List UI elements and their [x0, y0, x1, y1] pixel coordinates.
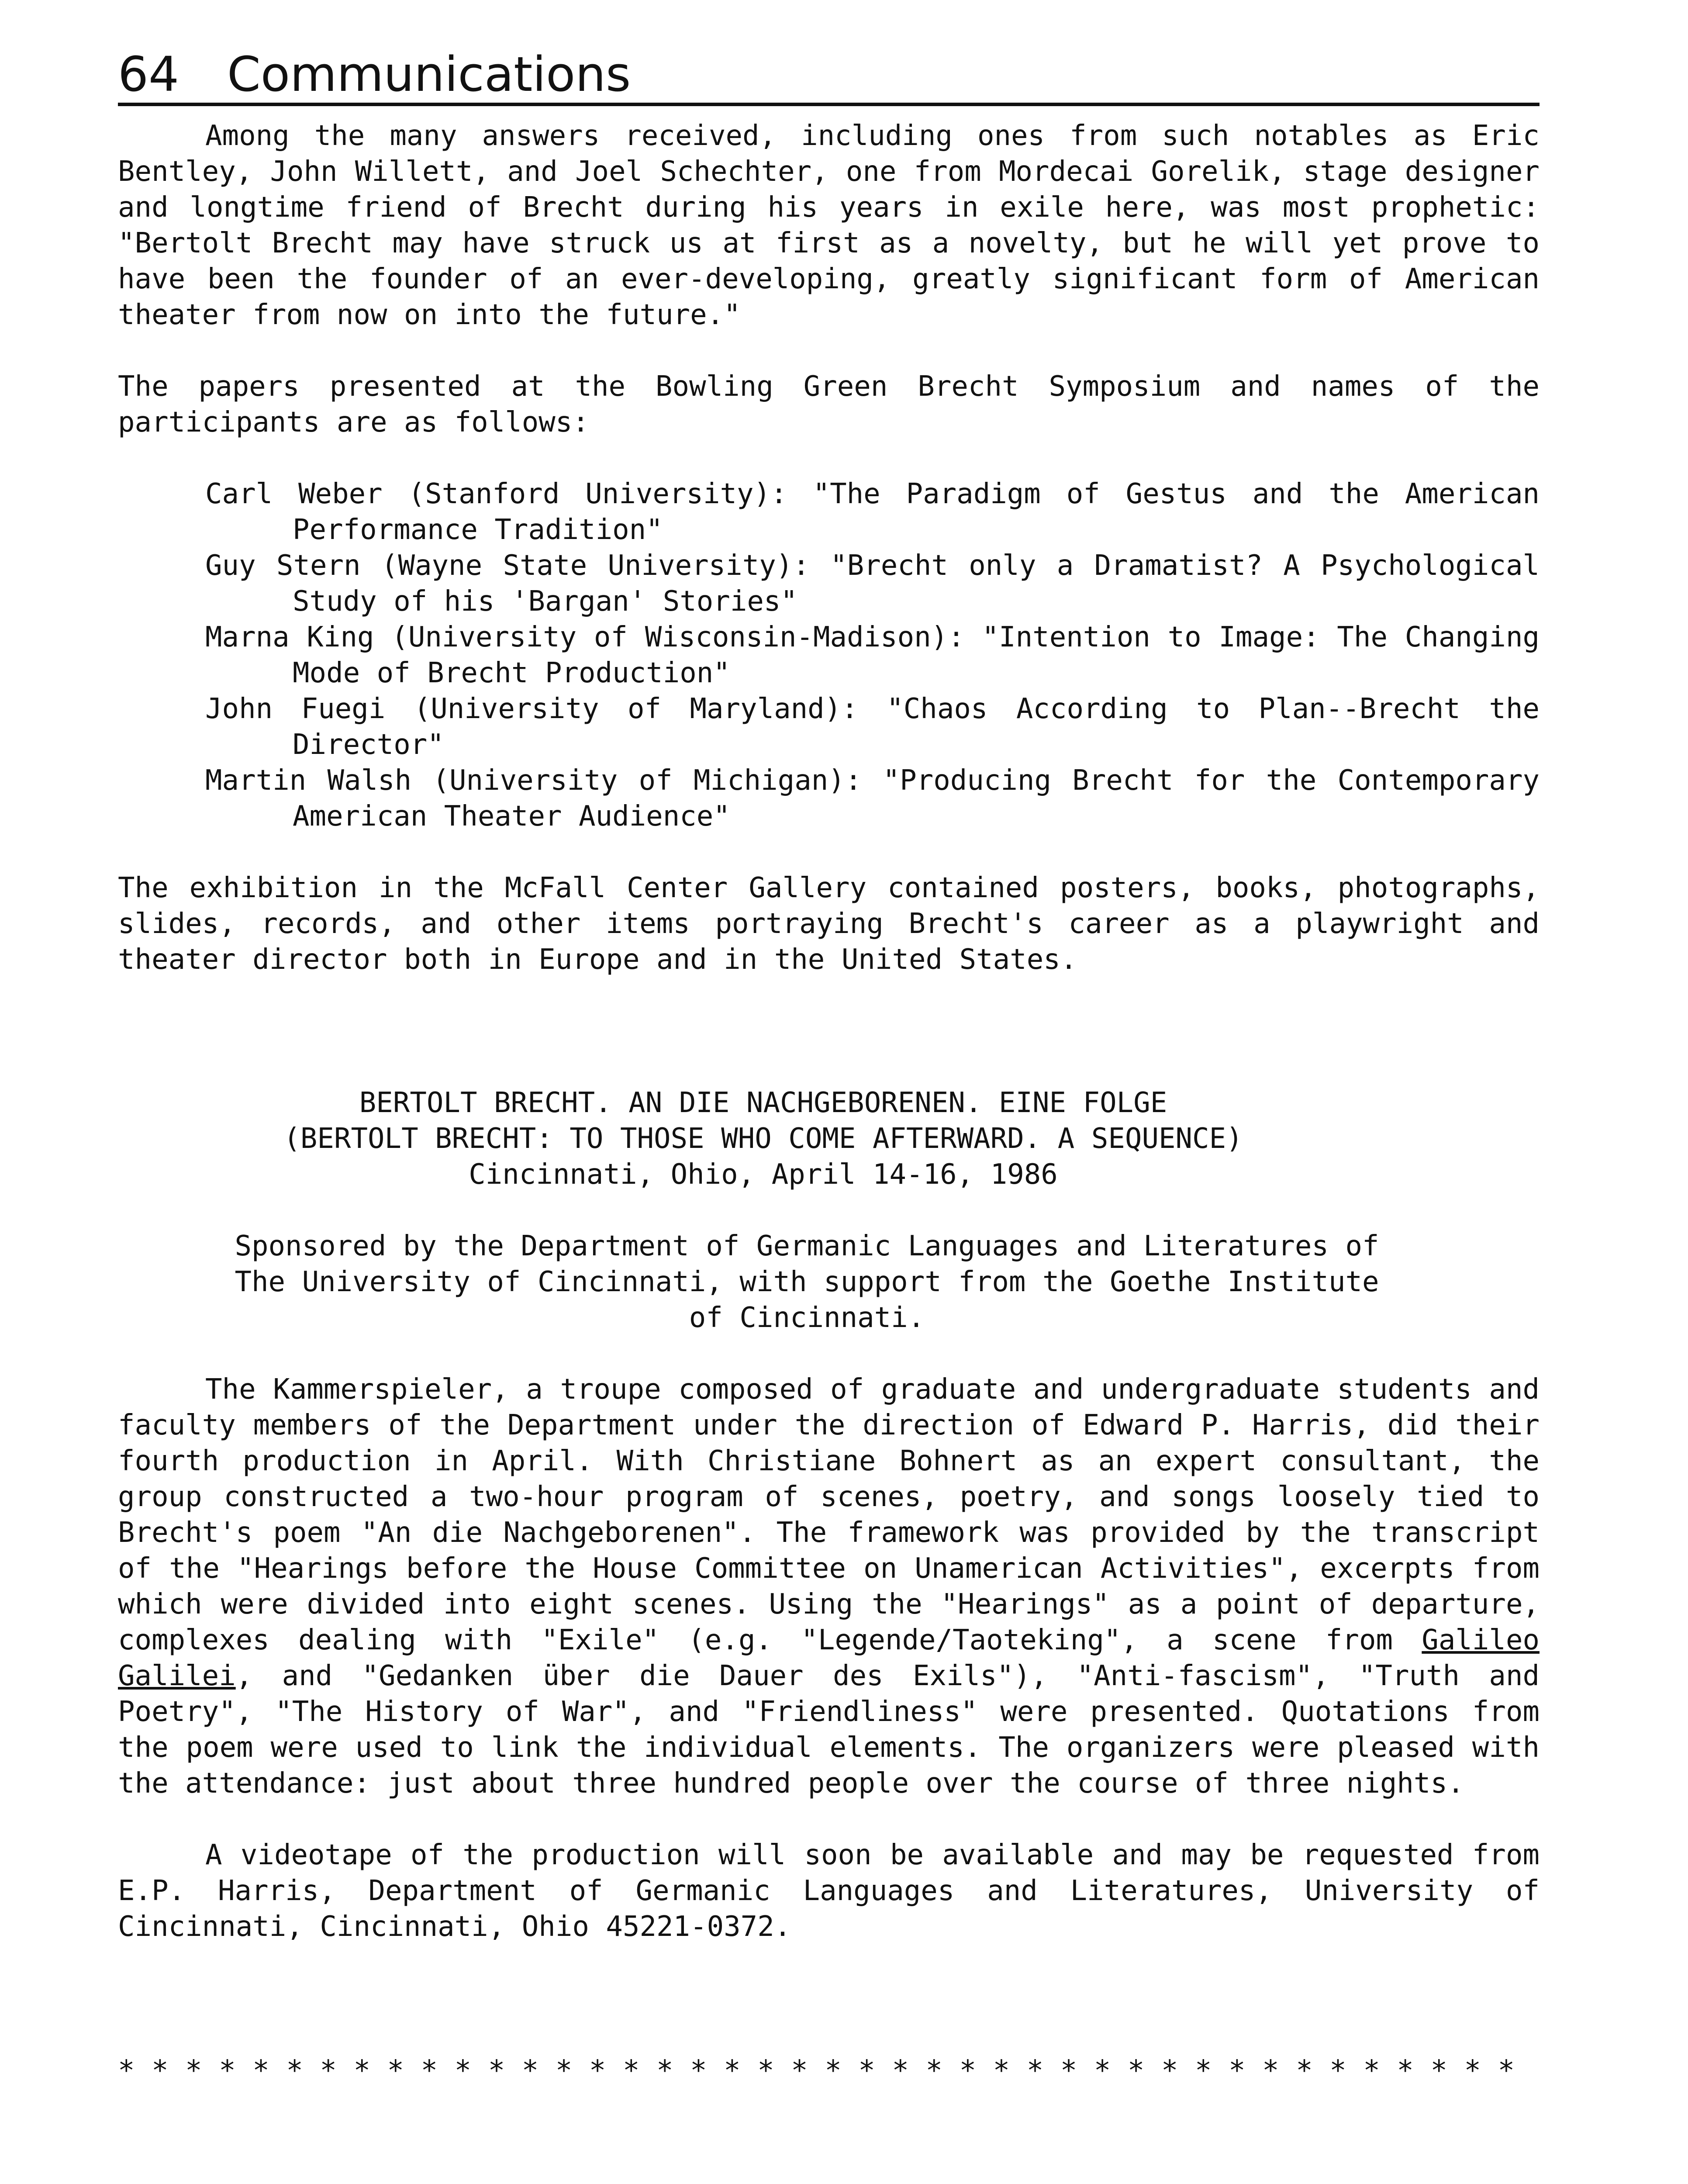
- event-title-german: BERTOLT BRECHT. AN DIE NACHGEBORENEN. EINE FOLGE: [359, 1087, 1167, 1119]
- paragraph-videotape: A videotape of the production will soon be available and may be requested from E.P. Harris, Department of Germanic Languages and Literatures, University of Cincinnati, Cincinnati, Ohio 45221-0372.: [118, 1839, 1540, 1943]
- section-title: Communications: [227, 46, 631, 102]
- paper-item-fuegi: John Fuegi (University of Maryland): "Chaos According to Plan--Brecht the Director": [205, 693, 1540, 761]
- paper-item-king: Marna King (University of Wisconsin-Madison): "Intention to Image: The Changing Mode of Brecht Production": [205, 621, 1540, 689]
- event-title-english: (BERTOLT BRECHT: TO THOSE WHO COME AFTERWARD. A SEQUENCE): [283, 1123, 1243, 1155]
- event-location-date: Cincinnati, Ohio, April 14-16, 1986: [469, 1158, 1058, 1191]
- header-rule: [118, 103, 1540, 106]
- paragraph-kammerspieler: [118, 1372, 1540, 1801]
- paper-item-stern: Guy Stern (Wayne State University): "Brecht only a Dramatist? A Psychological Study of his 'Bargan' Stories": [205, 549, 1540, 618]
- paper-item-walsh: Martin Walsh (University of Michigan): "Producing Brecht for the Contemporary American Theater Audience": [205, 764, 1540, 833]
- paragraph-exhibition: The exhibition in the McFall Center Gallery contained posters, books, photographs, slides, records, and other items portraying Brecht's career as a playwright and theater director both in Europe and in the United States.: [118, 872, 1540, 976]
- sponsor-line-3: of Cincinnati.: [689, 1302, 925, 1334]
- asterisk-separator: * * * * * * * * * * * * * * * * * * * * * * * * * * * * * * * * * * * * * * * * * *: [118, 2055, 1515, 2087]
- page-number: 64: [118, 46, 179, 102]
- body-text: [118, 118, 1540, 1945]
- event-sponsor: [118, 1228, 1540, 1336]
- paper-item-weber: Carl Weber (Stanford University): "The Paradigm of Gestus and the American Performance Tradition": [205, 478, 1540, 546]
- sponsor-line-2: The University of Cincinnati, with support from the Goethe Institute: [235, 1266, 1379, 1298]
- play-title-galileo: Galileo Galilei: [118, 1624, 1540, 1692]
- paragraph-gorelik: Among the many answers received, including ones from such notables as Eric Bentley, John Willett, and Joel Schechter, one from Mordecai Gorelik, stage designer and longtime friend of Brecht during his years in exile here, was most prophetic: "Bertolt Brecht may have struck us at first as a novelty, but he will yet prove to have been the founder of an ever-developing, greatly significant form of American theater from now on into the future.": [118, 120, 1540, 331]
- page-header: [118, 39, 1537, 109]
- kammerspieler-text-after: , and "Gedanken über die Dauer des Exils"), "Anti-fascism", "Truth and Poetry", "The History of War", and "Friendliness" were presented. Quotations from the poem were used to link the individual elements. The organizers were pleased with the attendance: just about three hundred people over the course of three nights.: [118, 1660, 1540, 1800]
- sponsor-line-1: Sponsored by the Department of Germanic Languages and Literatures of: [235, 1230, 1379, 1262]
- kammerspieler-text-before: The Kammerspieler, a troupe composed of graduate and undergraduate students and faculty members of the Department under the direction of Edward P. Harris, did their fourth production in April. With Christiane Bohnert as an expert consultant, the group constructed a two-hour program of scenes, poetry, and songs loosely tied to Brecht's poem "An die Nachgeborenen". The framework was provided by the transcript of the "Hearings before the House Committee on Unamerican Activities", excerpts from which were divided into eight scenes. Using the "Hearings" as a point of departure, complexes dealing with "Exile" (e.g. "Legende/Taoteking", a scene from: [118, 1373, 1540, 1656]
- papers-list: [118, 476, 1540, 834]
- event-heading: [118, 1085, 1540, 1192]
- paragraph-papers-intro: The papers presented at the Bowling Green Brecht Symposium and names of the participants are as follows:: [118, 370, 1540, 439]
